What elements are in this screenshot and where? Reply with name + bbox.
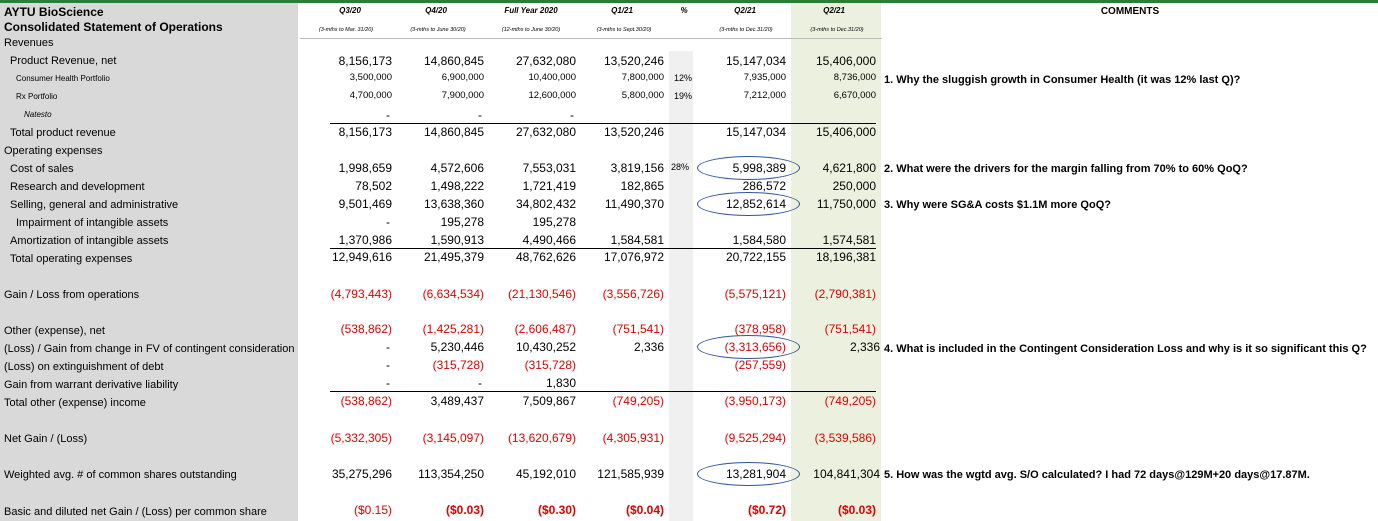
cell: 2,336 xyxy=(633,340,664,354)
cell: 104,841,304 xyxy=(813,467,880,481)
cell: 48,762,626 xyxy=(515,250,576,264)
cell: 15,406,000 xyxy=(815,125,876,139)
cell: 15,147,034 xyxy=(725,125,786,139)
highlight-oval-cost-of-sales xyxy=(697,156,800,180)
label-total-other: Total other (expense) income xyxy=(4,397,146,409)
label-amortization: Amortization of intangible assets xyxy=(10,235,169,247)
cell: 20,722,155 xyxy=(725,250,786,264)
cell: 14,860,845 xyxy=(423,125,484,139)
cell: 2,336 xyxy=(849,340,880,354)
statement-title: Consolidated Statement of Operations xyxy=(4,20,223,34)
cell: 7,509,867 xyxy=(522,394,576,408)
cell: 13,638,360 xyxy=(423,197,484,211)
cell: 18,196,381 xyxy=(815,250,876,264)
cell: 1,370,986 xyxy=(338,233,392,247)
cell: - xyxy=(570,108,574,122)
cell: (9,525,294) xyxy=(724,431,786,445)
cell: ($0.15) xyxy=(353,503,392,517)
col-sub-fy2020: (12-mths to June 30/20) xyxy=(501,27,561,33)
col-sub-q4-20: (3-mths to June 30/20) xyxy=(410,27,466,33)
cell: 15,406,000 xyxy=(815,54,876,68)
cell: 1,574,581 xyxy=(822,233,876,247)
cell: ($0.03) xyxy=(445,503,484,517)
comment-5: 5. How was the wgtd avg. S/O calculated? I had 72 days@129M+20 days@17.87M. xyxy=(884,469,1310,481)
cell: 9,501,469 xyxy=(338,197,392,211)
cell: (21,130,546) xyxy=(507,287,576,301)
pct-cost-of-sales: 28% xyxy=(671,162,690,172)
cell: ($0.03) xyxy=(837,503,876,517)
cell: 13,281,904 xyxy=(725,467,786,481)
label-total-product-revenue: Total product revenue xyxy=(10,127,116,139)
cell: 35,275,296 xyxy=(331,467,392,481)
label-natesto: Natesto xyxy=(24,110,52,119)
cell: 113,354,250 xyxy=(418,467,484,481)
subtotal-line xyxy=(330,391,876,392)
cell: 7,935,000 xyxy=(743,72,786,83)
cell: 250,000 xyxy=(832,179,876,193)
label-rx-portfolio: Rx Portfolio xyxy=(16,92,58,101)
cell: 7,553,031 xyxy=(522,161,576,175)
cell: - xyxy=(478,108,482,122)
cell: 4,621,800 xyxy=(822,161,876,175)
col-sub-q1-21: (3-mths to Sept.30/20) xyxy=(596,27,652,33)
cell: (749,205) xyxy=(612,394,664,408)
cell: - xyxy=(478,376,482,390)
cell: - xyxy=(386,358,390,372)
cell: 4,490,466 xyxy=(522,233,576,247)
cell: (3,539,586) xyxy=(814,431,876,445)
cell: 1,584,581 xyxy=(610,233,664,247)
cell: (1,425,281) xyxy=(422,322,484,336)
cell: 8,156,173 xyxy=(338,125,392,139)
subtotal-line xyxy=(330,248,876,249)
cell: - xyxy=(386,340,390,354)
cell: (257,559) xyxy=(734,358,786,372)
pct-consumer-health: 12% xyxy=(674,73,693,83)
cell: ($0.04) xyxy=(625,503,664,517)
cell: 7,900,000 xyxy=(441,90,484,101)
label-rnd: Research and development xyxy=(10,181,145,193)
cell: (5,575,121) xyxy=(724,287,786,301)
cell: (378,958) xyxy=(734,322,786,336)
cell: (2,790,381) xyxy=(814,287,876,301)
highlight-oval-shares xyxy=(697,462,800,486)
col-header-pct: % xyxy=(680,6,688,15)
cell: 8,736,000 xyxy=(833,72,876,83)
col-header-q1-21: Q1/21 xyxy=(611,6,633,15)
cell: 12,852,614 xyxy=(725,197,786,211)
cell: 121,585,939 xyxy=(597,467,664,481)
section-operating-expenses: Operating expenses xyxy=(4,145,103,157)
cell: (315,728) xyxy=(524,358,576,372)
cell: (315,728) xyxy=(432,358,484,372)
cell: 27,632,080 xyxy=(515,125,576,139)
section-revenues: Revenues xyxy=(4,37,54,49)
cell: 12,600,000 xyxy=(528,90,576,101)
cell: (538,862) xyxy=(340,322,392,336)
cell: 195,278 xyxy=(440,215,484,229)
pct-rx-portfolio: 19% xyxy=(674,91,693,101)
cell: 10,430,252 xyxy=(515,340,576,354)
cell: 78,502 xyxy=(355,179,392,193)
company-name: AYTU BioScience xyxy=(4,5,104,19)
cell: 286,572 xyxy=(742,179,786,193)
cell: 1,721,419 xyxy=(522,179,576,193)
highlight-oval-sga xyxy=(697,192,800,216)
cell: 3,489,437 xyxy=(430,394,484,408)
col-header-q4-20: Q4/20 xyxy=(425,6,447,15)
cell: 182,865 xyxy=(620,179,664,193)
cell: (2,606,487) xyxy=(514,322,576,336)
col-header-q3-20: Q3/20 xyxy=(339,6,361,15)
cell: (3,556,726) xyxy=(602,287,664,301)
cell: 1,584,580 xyxy=(732,233,786,247)
cell: (751,541) xyxy=(612,322,664,336)
cell: 5,800,000 xyxy=(621,90,664,101)
col-sub-q2-21: (3-mths to Dec.31/20) xyxy=(719,27,773,33)
cell: 4,572,606 xyxy=(430,161,484,175)
cell: 11,490,370 xyxy=(604,197,664,211)
cell: (3,313,656) xyxy=(724,340,786,354)
cell: (749,205) xyxy=(824,394,876,408)
cell: 34,802,432 xyxy=(515,197,576,211)
cell: 3,500,000 xyxy=(349,72,392,83)
comment-2: 2. What were the drivers for the margin falling from 70% to 60% QoQ? xyxy=(884,163,1248,175)
cell: (6,634,534) xyxy=(422,287,484,301)
cell: 6,670,000 xyxy=(833,90,876,101)
label-impairment: Impairment of intangible assets xyxy=(16,217,169,229)
cell: 12,949,616 xyxy=(331,250,392,264)
label-consumer-health: Consumer Health Portfolio xyxy=(16,74,110,83)
cell: 11,750,000 xyxy=(816,197,876,211)
cell: (4,305,931) xyxy=(602,431,664,445)
label-product-revenue: Product Revenue, net xyxy=(10,55,117,67)
cell: 4,700,000 xyxy=(349,90,392,101)
subtotal-line xyxy=(330,123,876,124)
label-other-expense: Other (expense), net xyxy=(4,325,105,337)
col-header-fy2020: Full Year 2020 xyxy=(504,6,558,15)
label-gain-loss-ops: Gain / Loss from operations xyxy=(4,289,140,301)
label-warrant: Gain from warrant derivative liability xyxy=(4,379,179,391)
cell: 5,230,446 xyxy=(430,340,484,354)
cell: ($0.72) xyxy=(747,503,786,517)
cell: (751,541) xyxy=(824,322,876,336)
col-sub-q3-20: (3-mths to Mar. 31/20) xyxy=(318,27,374,33)
cell: 1,998,659 xyxy=(338,161,392,175)
col-header-q2-21: Q2/21 xyxy=(734,6,756,15)
cell: 17,076,972 xyxy=(603,250,664,264)
cell: - xyxy=(386,215,390,229)
label-total-opex: Total operating expenses xyxy=(10,253,133,265)
label-weighted-shares: Weighted avg. # of common shares outstanding xyxy=(4,469,237,481)
cell: 8,156,173 xyxy=(338,54,392,68)
label-fv-contingent: (Loss) / Gain from change in FV of contingent consideration xyxy=(4,343,295,355)
cell: 3,819,156 xyxy=(610,161,664,175)
comment-4: 4. What is included in the Contingent Consideration Loss and why is it so significant this Q? xyxy=(884,343,1367,355)
cell: 10,400,000 xyxy=(528,72,576,83)
header-divider xyxy=(300,38,882,39)
cell: (538,862) xyxy=(340,394,392,408)
label-sga: Selling, general and administrative xyxy=(10,199,179,211)
col-header-q2-21-forecast: Q2/21 xyxy=(823,6,845,15)
cell: 5,998,389 xyxy=(732,161,786,175)
highlight-oval-contingent xyxy=(697,335,800,359)
cell: - xyxy=(386,108,390,122)
cell: (13,620,679) xyxy=(507,431,576,445)
percent-column-background xyxy=(669,51,693,521)
cell: 1,830 xyxy=(545,376,576,390)
cell: 1,498,222 xyxy=(430,179,484,193)
cell: 7,800,000 xyxy=(621,72,664,83)
cell: 45,192,010 xyxy=(515,467,576,481)
cell: 6,900,000 xyxy=(441,72,484,83)
cell: (4,793,443) xyxy=(330,287,392,301)
cell: 1,590,913 xyxy=(430,233,484,247)
comment-3: 3. Why were SG&A costs $1.1M more QoQ? xyxy=(884,199,1111,211)
label-cost-of-sales: Cost of sales xyxy=(10,163,74,175)
comments-header: COMMENTS xyxy=(1100,6,1160,17)
col-sub-q2-21-forecast: (3-mths to Dec.31/20) xyxy=(810,27,864,33)
cell: (3,950,173) xyxy=(724,394,786,408)
cell: (3,145,097) xyxy=(422,431,484,445)
label-eps: Basic and diluted net Gain / (Loss) per common share xyxy=(4,506,267,518)
comment-1: 1. Why the sluggish growth in Consumer Health (it was 12% last Q)? xyxy=(884,74,1241,86)
cell: 13,520,246 xyxy=(603,54,664,68)
cell: - xyxy=(386,376,390,390)
cell: 13,520,246 xyxy=(603,125,664,139)
cell: ($0.30) xyxy=(537,503,576,517)
label-net-gain-loss: Net Gain / (Loss) xyxy=(4,433,88,445)
cell: 21,495,379 xyxy=(423,250,484,264)
cell: 27,632,080 xyxy=(515,54,576,68)
cell: 15,147,034 xyxy=(725,54,786,68)
cell: 195,278 xyxy=(532,215,576,229)
cell: 7,212,000 xyxy=(743,90,786,101)
cell: (5,332,305) xyxy=(330,431,392,445)
label-extinguishment: (Loss) on extinguishment of debt xyxy=(4,361,164,373)
cell: 14,860,845 xyxy=(423,54,484,68)
